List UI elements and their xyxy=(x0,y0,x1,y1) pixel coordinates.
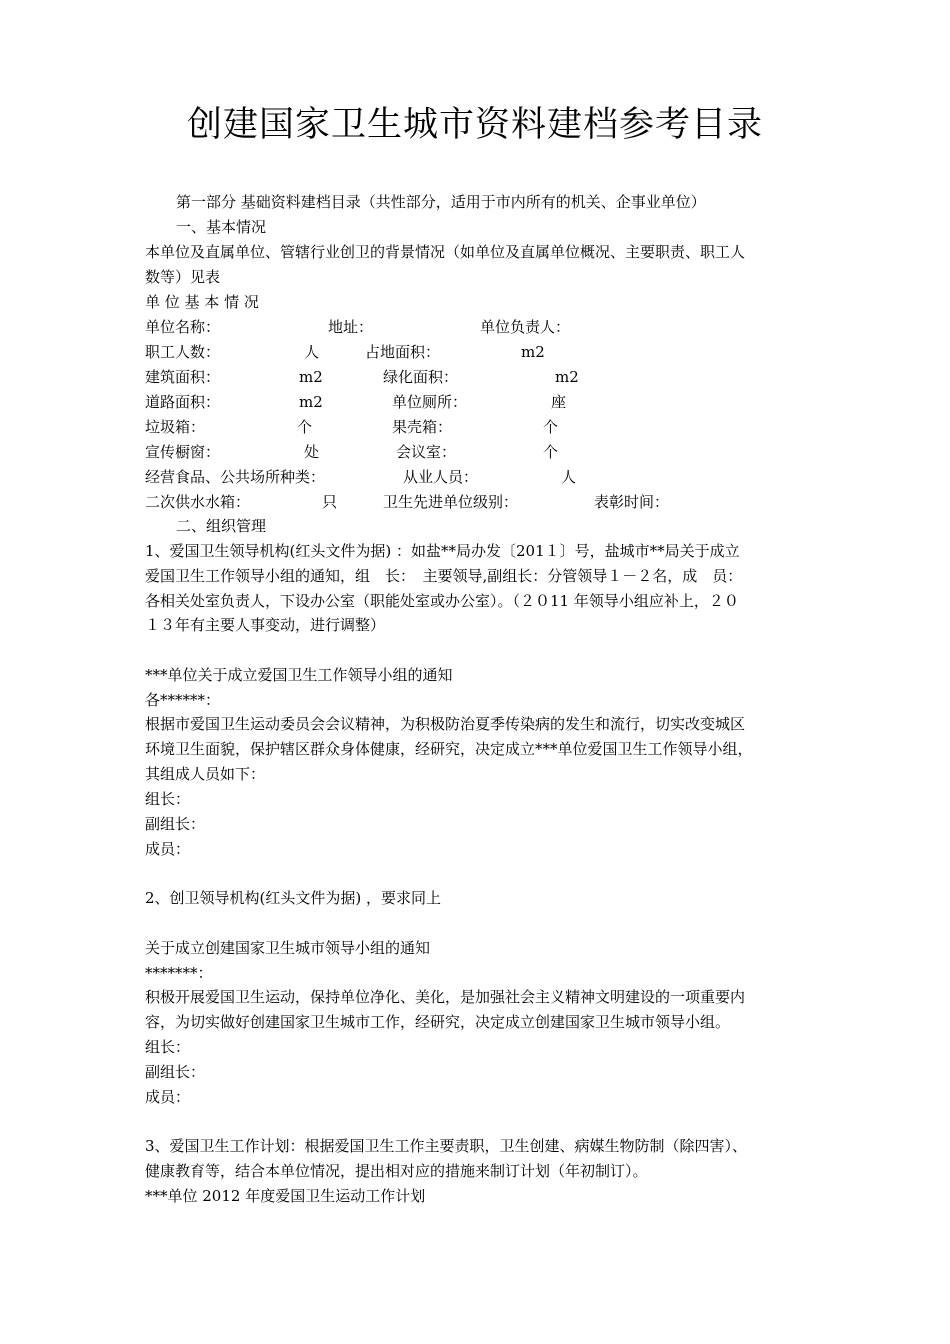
field-label: 从业人员： xyxy=(403,468,479,486)
item3-line: ***单位 2012 年度爱国卫生运动工作计划 xyxy=(145,1187,426,1205)
basic-info-row xyxy=(0,316,950,338)
notice2-line: 积极开展爱国卫生运动，保持单位净化、美化，是加强社会主义精神文明建设的一项重要内 xyxy=(145,988,746,1006)
notice2-line: *******： xyxy=(145,964,213,982)
notice1-line: 各******： xyxy=(145,691,221,709)
field-unit: 座 xyxy=(551,393,567,411)
field-label: 表彰时间： xyxy=(594,493,670,511)
notice1-line: 其组成人员如下： xyxy=(145,765,266,783)
section1-desc-line: 数等）见表 xyxy=(145,268,221,286)
field-unit: 只 xyxy=(322,493,338,511)
field-unit: m2 xyxy=(299,393,323,411)
section2-heading: 二、组织管理 xyxy=(176,517,267,535)
notice1-line: 环境卫生面貌，保护辖区群众身体健康，经研究，决定成立***单位爱国卫生工作领导小组， xyxy=(145,740,753,758)
basic-info-table-title: 单 位 基 本 情 况 xyxy=(145,293,259,311)
field-label: 宣传橱窗： xyxy=(145,443,221,461)
field-label: 二次供水水箱： xyxy=(145,493,251,511)
notice1-line: 副组长： xyxy=(145,815,206,833)
field-label: 单位名称： xyxy=(145,318,221,336)
notice2-title: 关于成立创建国家卫生城市领导小组的通知 xyxy=(145,939,431,957)
basic-info-row xyxy=(0,366,950,388)
item3-line: 健康教育等，结合本单位情况，提出相对应的措施来制订计划（年初制订）。 xyxy=(145,1162,648,1180)
basic-info-row xyxy=(0,416,950,438)
field-label: 垃圾箱： xyxy=(145,418,206,436)
field-unit: 人 xyxy=(561,468,577,486)
basic-info-row xyxy=(0,391,950,413)
field-label: 建筑面积： xyxy=(145,368,221,386)
notice2-line: 组长： xyxy=(145,1038,191,1056)
field-unit: 个 xyxy=(543,418,559,436)
field-unit: 人 xyxy=(304,343,320,361)
field-label: 经营食品、公共场所种类： xyxy=(145,468,326,486)
notice1-line: 组长： xyxy=(145,790,191,808)
field-label: 占地面积： xyxy=(365,343,441,361)
basic-info-row xyxy=(0,441,950,463)
item1-line: 各相关处室负责人，下设办公室（职能处室或办公室）。（２０11 年领导小组应补上，２０ xyxy=(145,592,739,610)
item1-line: １３年有主要人事变动，进行调整） xyxy=(145,616,386,634)
field-unit: 处 xyxy=(304,443,320,461)
notice2-line: 副组长： xyxy=(145,1063,206,1081)
field-label: 果壳箱： xyxy=(392,418,453,436)
field-unit: m2 xyxy=(555,368,579,386)
field-unit: m2 xyxy=(299,368,323,386)
basic-info-row xyxy=(0,341,950,363)
field-unit: 个 xyxy=(543,443,559,461)
notice2-line: 容，为切实做好创建国家卫生城市工作，经研究，决定成立创建国家卫生城市领导小组。 xyxy=(145,1013,731,1031)
notice1-title: ***单位关于成立爱国卫生工作领导小组的通知 xyxy=(145,666,453,684)
part1-heading: 第一部分 基础资料建档目录（共性部分，适用于市内所有的机关、企事业单位） xyxy=(176,193,706,211)
field-label: 绿化面积： xyxy=(383,368,459,386)
field-unit: 个 xyxy=(297,418,313,436)
field-label: 地址： xyxy=(328,318,374,336)
item1-line: 爱国卫生工作领导小组的通知，组 长： 主要领导,副组长：分管领导１－２名，成 员： xyxy=(145,567,743,585)
field-label: 道路面积： xyxy=(145,393,221,411)
field-unit: m2 xyxy=(521,343,545,361)
notice2-line: 成员： xyxy=(145,1088,191,1106)
section1-desc-line: 本单位及直属单位、管辖行业创卫的背景情况（如单位及直属单位概况、主要职责、职工人 xyxy=(145,243,746,261)
item2-line: 2、创卫领导机构(红头文件为据) ，要求同上 xyxy=(145,889,442,907)
field-label: 单位负责人： xyxy=(480,318,571,336)
notice1-line: 根据市爱国卫生运动委员会会议精神，为积极防治夏季传染病的发生和流行，切实改变城区 xyxy=(145,715,746,733)
field-label: 卫生先进单位级别： xyxy=(383,493,519,511)
item3-line: 3、爱国卫生工作计划：根据爱国卫生工作主要责职，卫生创建、病媒生物防制（除四害）、 xyxy=(145,1137,748,1155)
field-label: 会议室： xyxy=(396,443,457,461)
field-label: 单位厕所： xyxy=(392,393,468,411)
basic-info-row xyxy=(0,466,950,488)
page-title: 创建国家卫生城市资料建档参考目录 xyxy=(186,105,763,145)
field-label: 职工人数： xyxy=(145,343,221,361)
basic-info-row xyxy=(0,491,950,513)
section1-heading: 一、基本情况 xyxy=(176,218,267,236)
notice1-line: 成员： xyxy=(145,840,191,858)
item1-line: 1、爱国卫生领导机构(红头文件为据) ：如盐**局办发〔201１〕号，盐城市**局关于成立 xyxy=(145,542,740,560)
